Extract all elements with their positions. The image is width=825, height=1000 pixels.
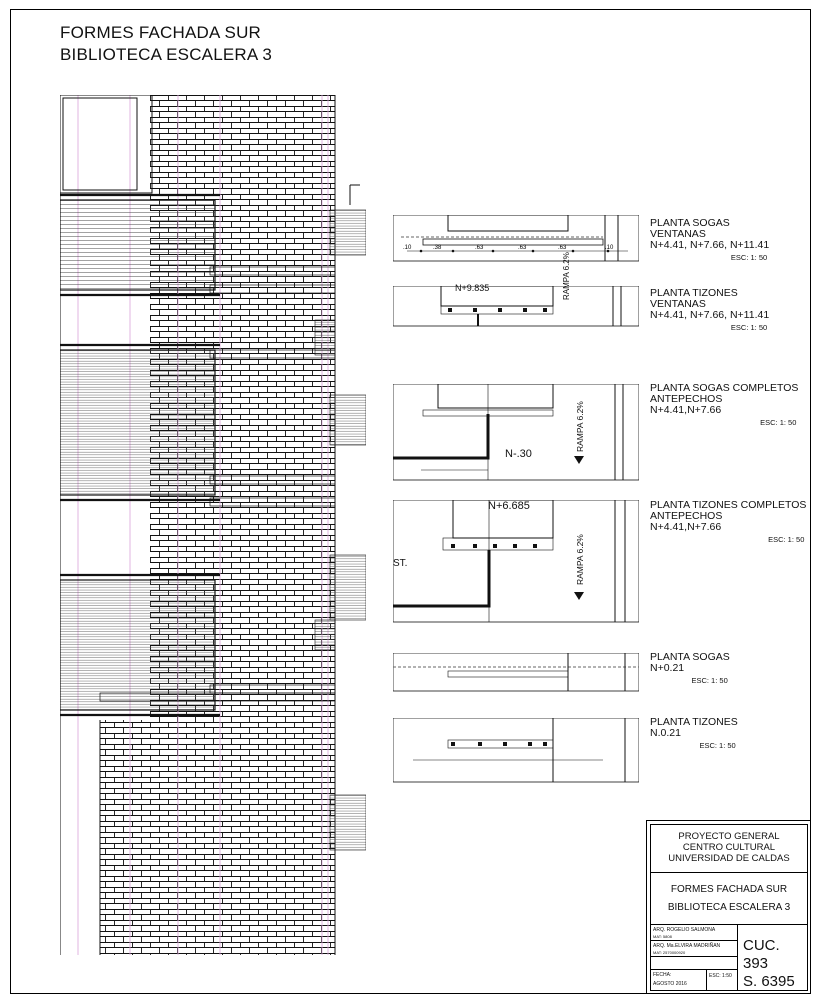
- date-cell: [651, 969, 737, 990]
- plan-label-line: PLANTA SOGAS COMPLETOS: [650, 382, 799, 394]
- plan-sogas-ventanas: [393, 215, 639, 263]
- plan-label-line: ANTEPECHOS: [650, 393, 723, 405]
- plan-label-3: [650, 383, 798, 428]
- plan-label-line: ANTEPECHOS: [650, 510, 723, 522]
- architect-mat: MAT: 5808: [653, 933, 672, 939]
- plan-label-line: VENTANAS: [650, 298, 706, 310]
- ramp-annotation: RAMPA 6.2%: [562, 252, 571, 300]
- plan-scale: ESC: 1: 50: [768, 535, 805, 544]
- facade-elevation-drawing: [60, 95, 366, 955]
- plan-label-line: N+4.41, N+7.66, N+11.41: [650, 239, 770, 251]
- drawing-code: [743, 937, 807, 991]
- plan-scale: ESC: 1: 50: [699, 741, 736, 750]
- date-label: FECHA:: [653, 972, 672, 978]
- architect-1: [651, 925, 737, 941]
- plan-scale: ESC: 1: 50: [730, 323, 768, 332]
- level-annotation: N-.30: [505, 448, 532, 460]
- project-line: UNIVERSIDAD DE CALDAS: [668, 853, 790, 864]
- plan-sogas-n021: [393, 653, 639, 693]
- plan-label-line: PLANTA SOGAS: [650, 217, 730, 229]
- drawing-title-line1: FORMES FACHADA SUR: [60, 23, 262, 42]
- drawing-title-line2: BIBLIOTECA ESCALERA 3: [60, 45, 273, 64]
- scale-label: ESC: 1:50: [706, 970, 734, 990]
- plan-label-line: N+4.41,N+7.66: [650, 404, 722, 416]
- plan-label-5: [650, 652, 730, 686]
- project-line: PROYECTO GENERAL: [678, 831, 780, 842]
- architect-name: ARQ. ROGELIO SALMONA: [653, 927, 716, 933]
- sheet-line: BIBLIOTECA ESCALERA 3: [667, 902, 791, 913]
- plan-label-line: VENTANAS: [650, 228, 706, 240]
- plan-scale: ESC: 1: 50: [730, 253, 768, 262]
- plan-scale: ESC: 1: 50: [691, 676, 728, 685]
- level-annotation: N+6.685: [488, 500, 530, 512]
- date-value: AGOSTO 2016: [653, 981, 687, 987]
- project-line: CENTRO CULTURAL: [682, 842, 776, 853]
- plan-sogas-completos: [393, 384, 639, 482]
- ramp-annotation: RAMPA 6.2%: [575, 401, 585, 452]
- architect-mat: MAT: 2570000920: [653, 949, 686, 955]
- code-line: S. 6395: [743, 973, 795, 990]
- sheet-line: FORMES FACHADA SUR: [670, 884, 788, 895]
- plan-label-line: PLANTA SOGAS: [650, 651, 730, 663]
- plan-label-2: [650, 288, 769, 333]
- side-annotation: ST.: [393, 558, 408, 569]
- plan-label-1: [650, 218, 769, 263]
- dimension-label: .63: [518, 245, 527, 251]
- dimension-label: .63: [475, 245, 484, 251]
- title-block: [646, 820, 811, 994]
- architect-name: ARQ. Ma.ELVIRA MADRIÑAN: [653, 943, 721, 949]
- dimension-label: .10: [605, 245, 614, 251]
- plan-label-line: N+4.41,N+7.66: [650, 521, 722, 533]
- dimension-label: .38: [433, 245, 442, 251]
- plan-label-line: N.0.21: [650, 727, 681, 739]
- sheet-name: [651, 873, 807, 925]
- plan-tizones-completos: [393, 500, 639, 624]
- drawing-title: [60, 22, 272, 66]
- architects-panel: [651, 925, 738, 990]
- plan-tizones-ventanas: [393, 286, 639, 328]
- plan-label-line: PLANTA TIZONES COMPLETOS: [650, 499, 807, 511]
- dimension-label: .63: [558, 245, 567, 251]
- plan-label-line: PLANTA TIZONES: [650, 287, 738, 299]
- plan-label-line: N+0.21: [650, 662, 685, 674]
- plan-tizones-n021: [393, 718, 639, 784]
- dimension-label: .10: [403, 245, 412, 251]
- level-annotation: N+9.835: [455, 283, 490, 293]
- project-name: [651, 825, 807, 873]
- plan-label-line: PLANTA TIZONES: [650, 716, 738, 728]
- plan-label-line: N+4.41, N+7.66, N+11.41: [650, 309, 770, 321]
- plan-label-6: [650, 717, 738, 751]
- plan-label-4: [650, 500, 806, 545]
- ramp-annotation: RAMPA 6.2%: [575, 534, 585, 585]
- architect-2: [651, 941, 737, 957]
- plan-scale: ESC: 1: 50: [760, 418, 797, 427]
- code-line: CUC. 393: [743, 937, 780, 972]
